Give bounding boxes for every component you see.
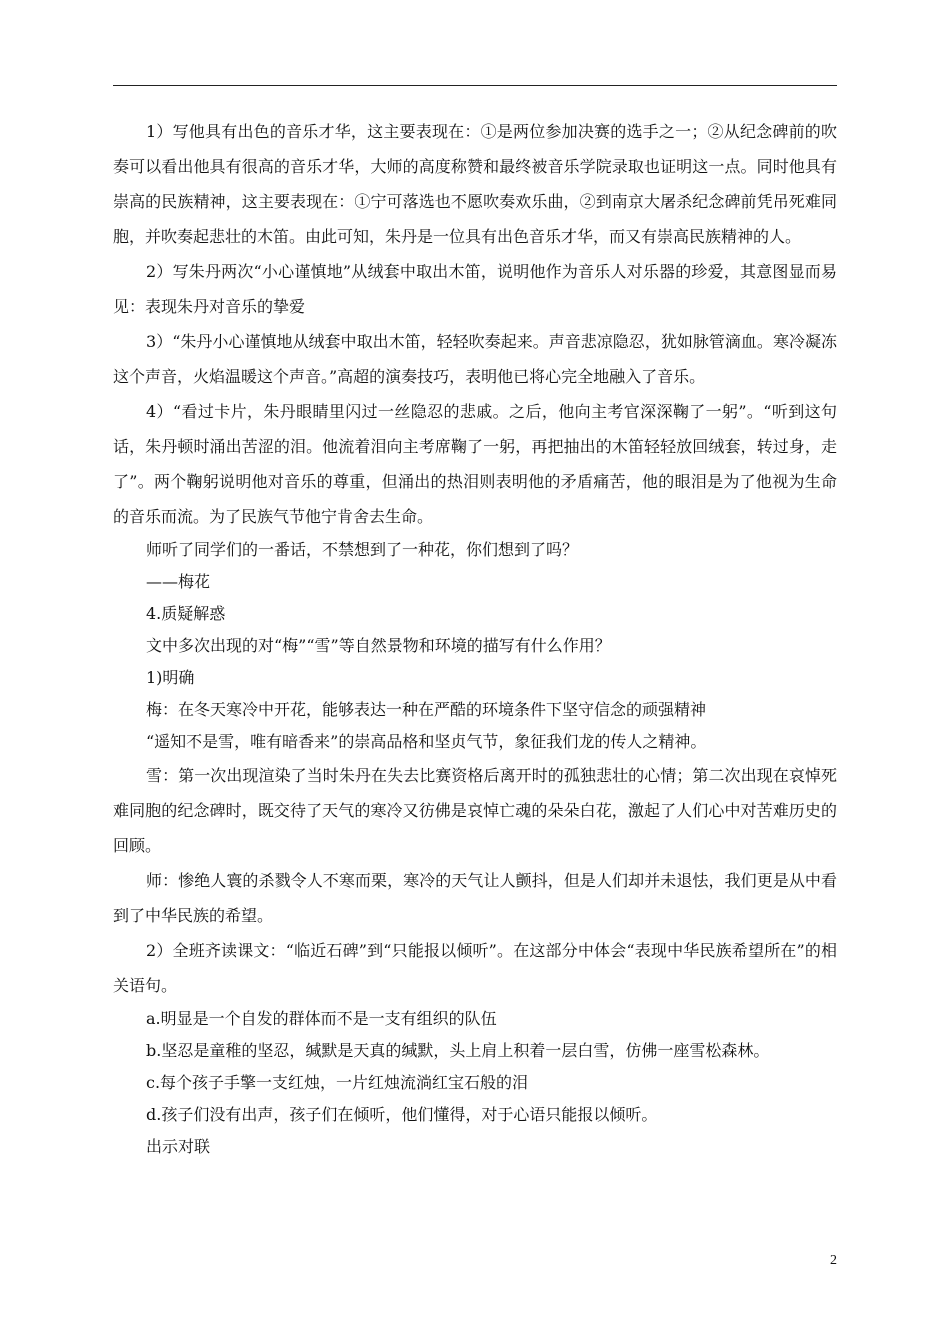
section-heading-questions: 4.质疑解惑 xyxy=(146,604,226,623)
header-rule xyxy=(113,85,837,86)
paragraph-flute-care: 2）写朱丹两次“小心谨慎地”从绒套中取出木笛，说明他作为音乐人对乐器的珍爱，其意图显而易见：表现朱丹对音乐的挚爱 xyxy=(113,262,837,316)
paragraph-poem: “遥知不是雪，唯有暗香来”的崇高品格和坚贞气节，象征我们龙的传人之精神。 xyxy=(146,732,707,751)
paragraph-performance: 3）“朱丹小心谨慎地从绒套中取出木笛，轻轻吹奏起来。声音悲凉隐忍，犹如脉管滴血。寒冷凝冻这个声音，火焰温暖这个声音。”高超的演奏技巧，表明他已将心完全地融入了音乐。 xyxy=(113,332,837,386)
paragraph-talent: 1）写他具有出色的音乐才华，这主要表现在：①是两位参加决赛的选手之一；②从纪念碑前的吹奏可以看出他具有很高的音乐才华，大师的高度称赞和最终被音乐学院录取也证明这一点。同时他具有崇高的民族精神，这主要表现在：①宁可落选也不愿吹奏欢乐曲，②到南京大屠杀纪念碑前凭吊死难同胞，并吹奏起悲壮的木笛。由此可知，朱丹是一位具有出色音乐才华，而又有崇高民族精神的人。 xyxy=(113,122,837,246)
list-item-a: a.明显是一个自发的群体而不是一支有组织的队伍 xyxy=(146,1009,497,1028)
paragraph-teacher-question: 师听了同学们的一番话，不禁想到了一种花，你们想到了吗？ xyxy=(146,540,579,559)
page-number: 2 xyxy=(830,1253,837,1268)
paragraph-teacher-hope: 师：惨绝人寰的杀戮令人不寒而栗，寒冷的天气让人颤抖，但是人们却并未退怯，我们更是从中看到了中华民族的希望。 xyxy=(113,871,837,925)
paragraph-couplet: 出示对联 xyxy=(146,1137,211,1156)
document-body xyxy=(113,114,837,1163)
paragraph-clarify: 1)明确 xyxy=(146,668,195,687)
list-item-b: b.坚忍是童稚的坚忍，缄默是天真的缄默，头上肩上积着一层白雪，仿佛一座雪松森林。 xyxy=(146,1041,770,1060)
paragraph-plum: 梅：在冬天寒冷中开花，能够表达一种在严酷的环境条件下坚守信念的顽强精神 xyxy=(146,700,707,719)
list-item-c: c.每个孩子手擎一支红烛，一片红烛流淌红宝石般的泪 xyxy=(146,1073,529,1092)
paragraph-read-aloud: 2）全班齐读课文：“临近石碑”到“只能报以倾听”。在这部分中体会“表现中华民族希望所在”的相关语句。 xyxy=(113,941,837,995)
paragraph-scenery-question: 文中多次出现的对“梅”“雪”等自然景物和环境的描写有什么作用？ xyxy=(146,636,611,655)
paragraph-plum-answer: ——梅花 xyxy=(146,572,211,591)
paragraph-bow: 4）“看过卡片，朱丹眼睛里闪过一丝隐忍的悲戚。之后，他向主考官深深鞠了一躬”。“听到这句话，朱丹顿时涌出苦涩的泪。他流着泪向主考席鞠了一躬，再把抽出的木笛轻轻放回绒套，转过身，走了”。两个鞠躬说明他对音乐的尊重，但涌出的热泪则表明他的矛盾痛苦，他的眼泪是为了他视为生命的音乐而流。为了民族气节他宁肯舍去生命。 xyxy=(113,402,837,526)
paragraph-snow: 雪：第一次出现渲染了当时朱丹在失去比赛资格后离开时的孤独悲壮的心情；第二次出现在哀悼死难同胞的纪念碑时，既交待了天气的寒冷又彷佛是哀悼亡魂的朵朵白花，激起了人们心中对苦难历史的回顾。 xyxy=(113,766,837,855)
list-item-d: d.孩子们没有出声，孩子们在倾听，他们懂得，对于心语只能报以倾听。 xyxy=(146,1105,658,1124)
